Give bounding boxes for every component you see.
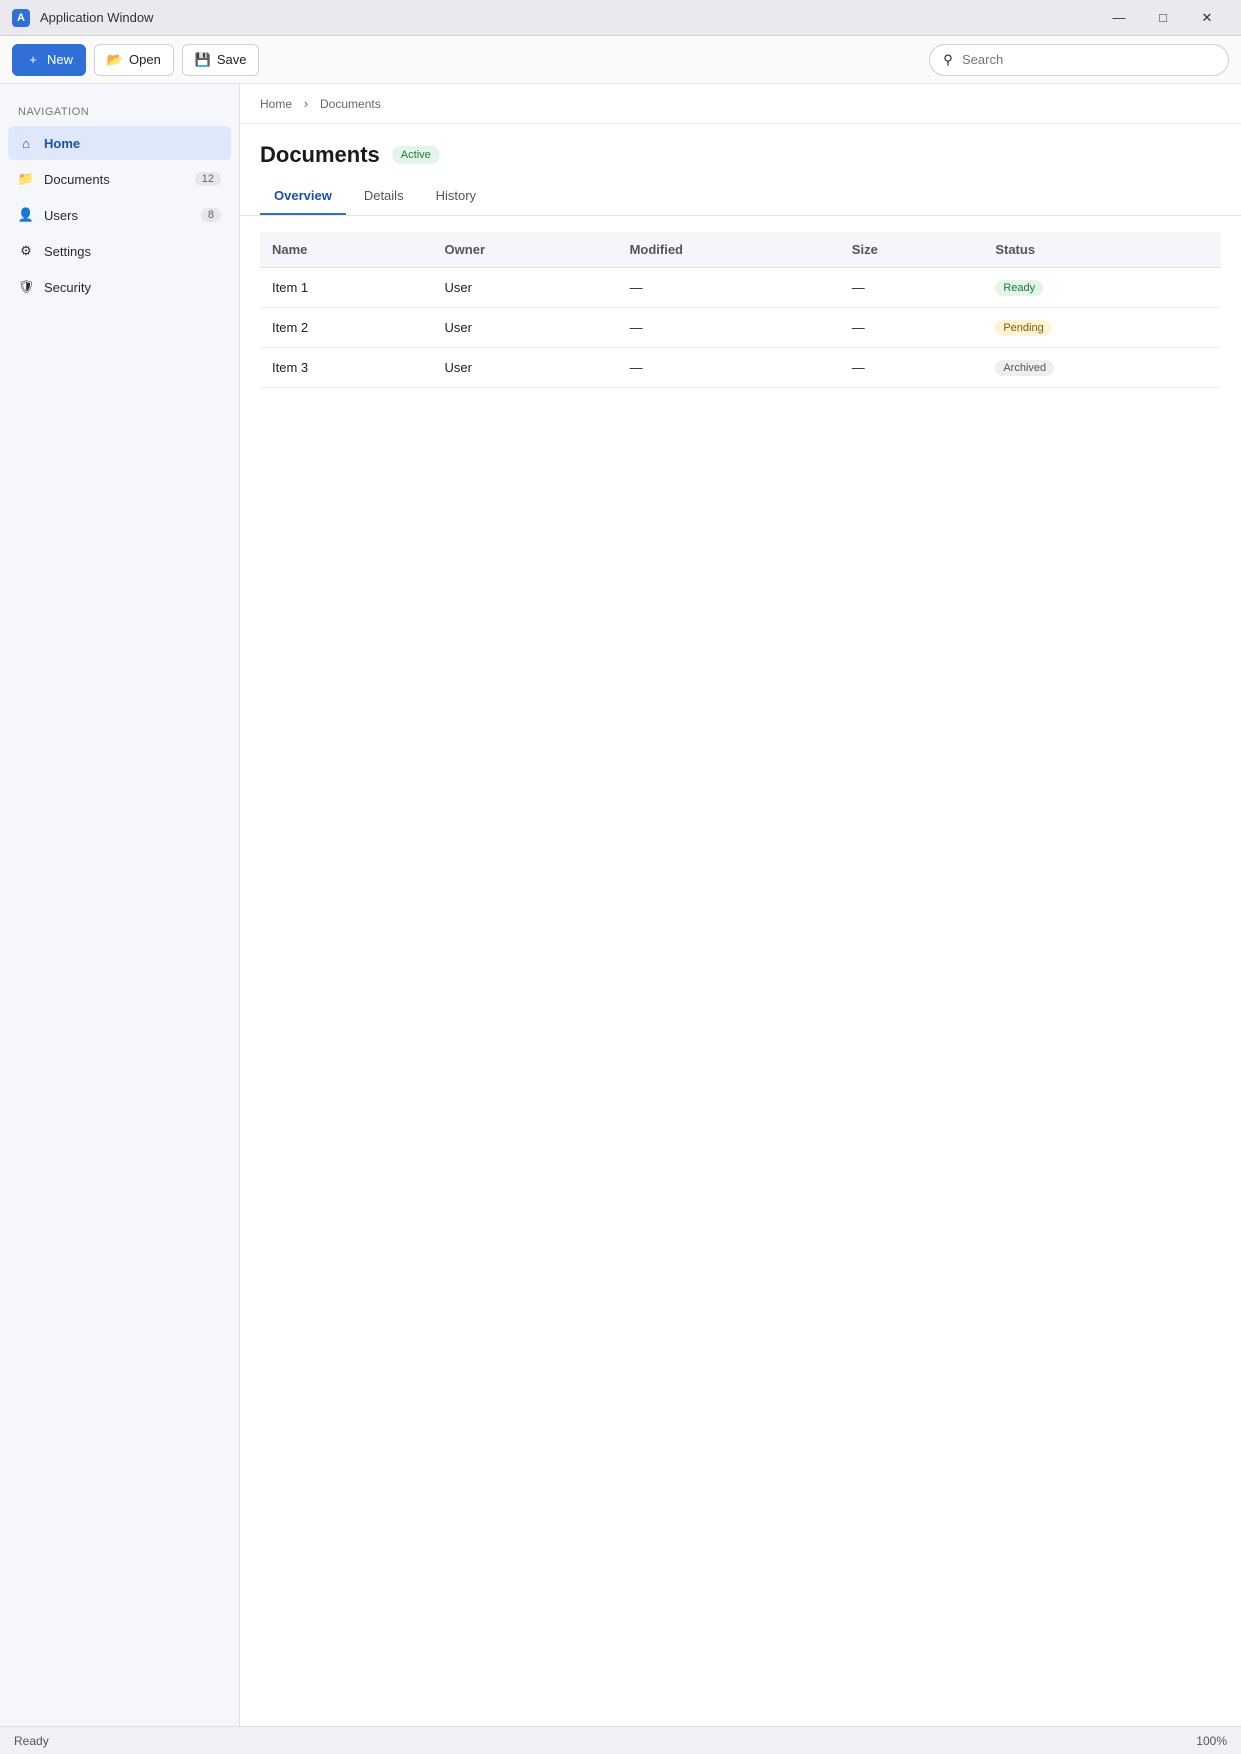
minimize-button[interactable] xyxy=(1097,0,1141,36)
gear-icon: ⚙ xyxy=(20,243,32,258)
column-header[interactable]: Name xyxy=(260,232,433,268)
tab-history[interactable]: History xyxy=(435,188,477,203)
window-title: Application Window xyxy=(40,10,154,25)
save-button[interactable] xyxy=(182,44,260,76)
title-bar xyxy=(0,0,1241,36)
sidebar-item-users[interactable] xyxy=(8,198,231,232)
sidebar xyxy=(0,84,240,1726)
main-content xyxy=(240,84,1241,1726)
status-bar xyxy=(0,1726,1241,1754)
new-button-label: New xyxy=(47,52,74,67)
home-icon: ⌂ xyxy=(22,135,30,151)
status-pill: Archived xyxy=(995,360,1054,376)
toolbar xyxy=(0,36,1241,84)
status-text: Ready xyxy=(14,1733,49,1748)
window-controls xyxy=(1097,0,1229,36)
folder-icon: 📁 xyxy=(17,171,35,186)
table-cell: User xyxy=(433,308,618,348)
sidebar-item-label: Users xyxy=(44,207,78,223)
table-row[interactable] xyxy=(260,348,1221,388)
maximize-button[interactable] xyxy=(1141,0,1185,36)
search-input[interactable] xyxy=(962,52,1218,67)
table-row[interactable] xyxy=(260,308,1221,348)
minimize-icon: — xyxy=(1112,10,1126,25)
count-badge: 12 xyxy=(195,172,221,186)
table-cell: — xyxy=(840,268,984,308)
table-cell: Item 1 xyxy=(260,268,433,308)
table-cell: User xyxy=(433,268,618,308)
breadcrumb xyxy=(240,84,1241,124)
table-cell xyxy=(983,268,1221,308)
status-pill: Ready xyxy=(995,280,1043,296)
breadcrumb-item[interactable]: Documents xyxy=(320,96,381,111)
folder-open-icon: 📂 xyxy=(106,51,124,67)
search-icon: ⚲ xyxy=(943,51,953,67)
table-cell: — xyxy=(618,348,840,388)
sidebar-item-documents[interactable] xyxy=(8,162,231,196)
new-button[interactable] xyxy=(12,44,86,76)
status-badge: Active xyxy=(392,146,440,164)
search-box xyxy=(929,44,1229,76)
sidebar-item-security[interactable] xyxy=(8,270,231,304)
column-header[interactable]: Status xyxy=(983,232,1221,268)
shield-icon: 🛡 xyxy=(17,279,35,294)
table-cell xyxy=(983,308,1221,348)
table-header-row xyxy=(260,232,1221,268)
close-icon: ✕ xyxy=(1201,9,1213,25)
chevron-right-icon: › xyxy=(303,96,309,111)
save-icon: 💾 xyxy=(194,51,211,67)
app-logo-icon: A xyxy=(12,9,30,27)
table-row[interactable] xyxy=(260,268,1221,308)
plus-icon: + xyxy=(29,52,37,67)
column-header[interactable]: Owner xyxy=(433,232,618,268)
zoom-level[interactable]: 100% xyxy=(1196,1733,1227,1748)
breadcrumb-item[interactable]: Home xyxy=(260,96,293,111)
table-cell: — xyxy=(840,308,984,348)
open-button-label: Open xyxy=(129,52,161,67)
sidebar-item-label: Settings xyxy=(44,243,91,259)
sidebar-item-label: Security xyxy=(44,279,91,295)
table-cell: Item 3 xyxy=(260,348,433,388)
tab-details[interactable]: Details xyxy=(363,188,404,203)
maximize-icon: □ xyxy=(1159,10,1167,25)
column-header[interactable]: Size xyxy=(840,232,984,268)
sidebar-heading: NAVIGATION xyxy=(18,106,90,118)
column-header[interactable]: Modified xyxy=(618,232,840,268)
table-cell: Item 2 xyxy=(260,308,433,348)
status-pill: Pending xyxy=(995,320,1051,336)
page-header xyxy=(240,124,1241,178)
table-cell: — xyxy=(618,308,840,348)
table-cell: User xyxy=(433,348,618,388)
data-table xyxy=(260,232,1221,388)
open-button[interactable] xyxy=(94,44,174,76)
user-icon: 👤 xyxy=(17,207,35,222)
tab-overview[interactable]: Overview xyxy=(260,178,346,215)
close-button[interactable] xyxy=(1185,0,1229,36)
table-cell: — xyxy=(840,348,984,388)
sidebar-item-settings[interactable] xyxy=(8,234,231,268)
tab-bar xyxy=(240,178,1241,216)
sidebar-item-label: Home xyxy=(44,135,81,151)
table-cell: — xyxy=(618,268,840,308)
table-container xyxy=(240,216,1241,1726)
page-title: Documents xyxy=(260,142,380,167)
sidebar-item-home[interactable] xyxy=(8,126,231,160)
save-button-label: Save xyxy=(216,52,247,67)
table-cell xyxy=(983,348,1221,388)
body xyxy=(0,84,1241,1726)
sidebar-item-label: Documents xyxy=(44,171,110,187)
count-badge: 8 xyxy=(201,208,221,222)
